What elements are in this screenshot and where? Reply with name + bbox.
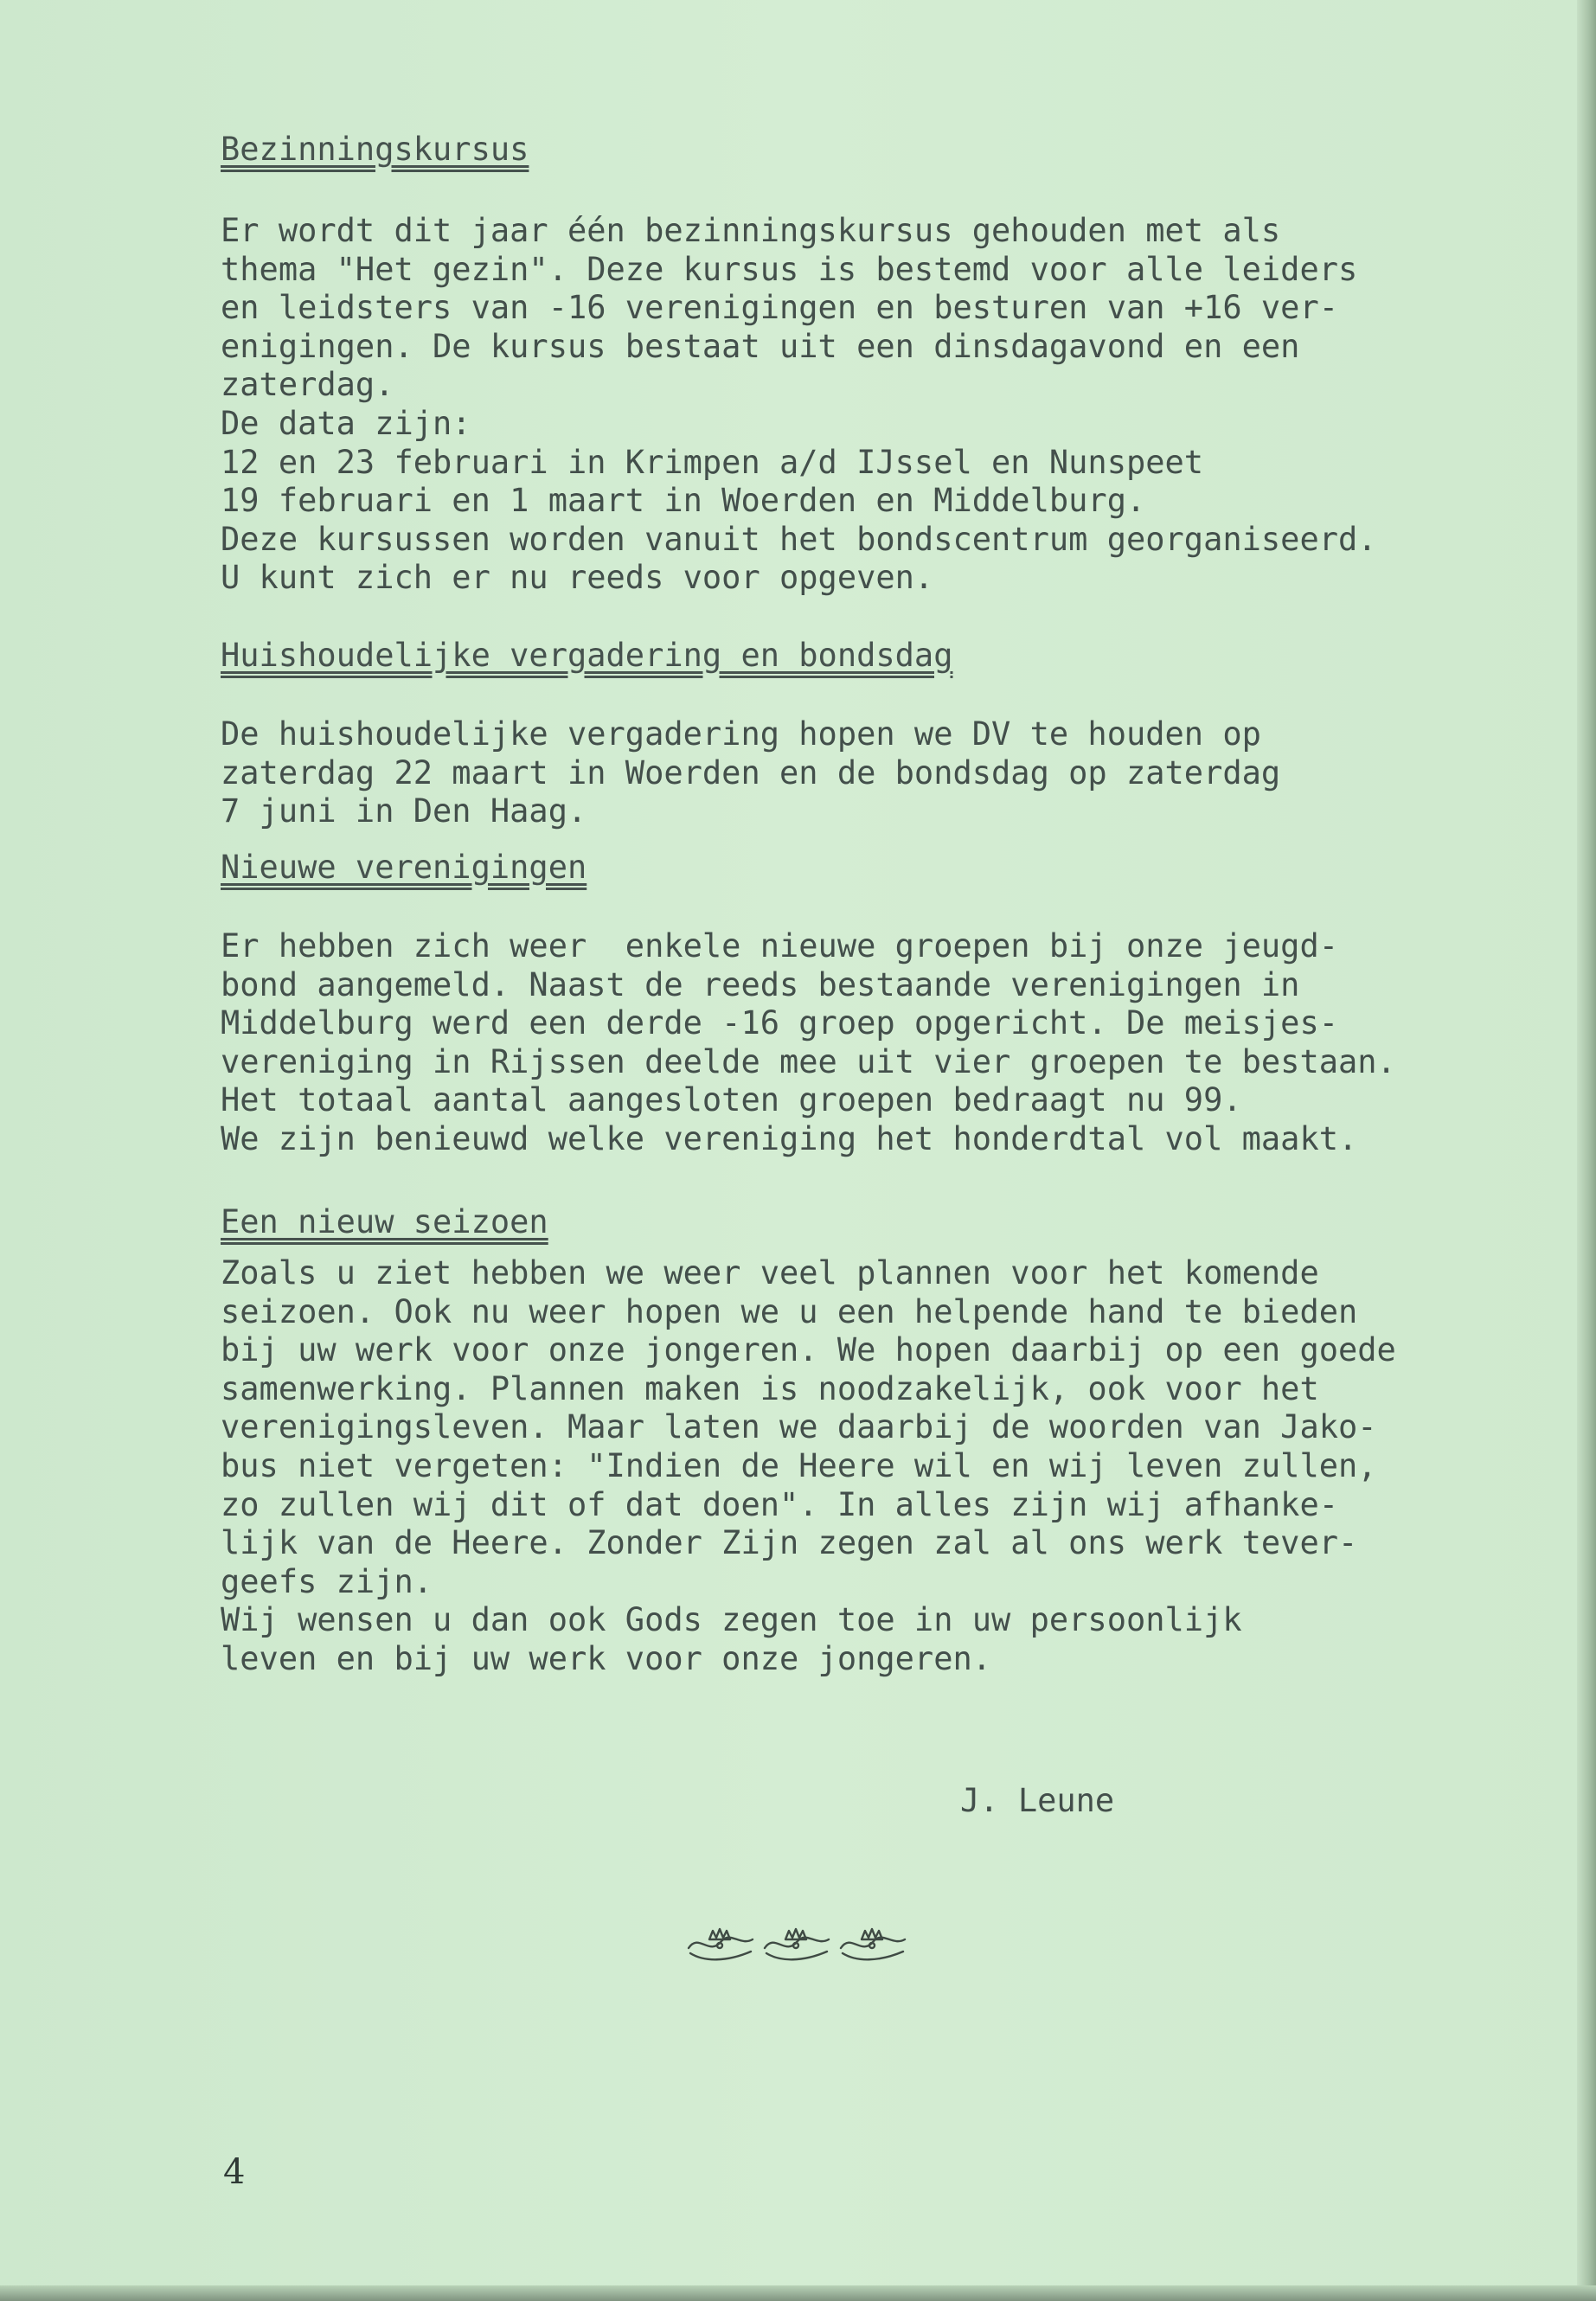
text-line: zo zullen wij dit of dat doen". In alles zijn wij afhanke- [221,1485,1339,1523]
text-line: 12 en 23 februari in Krimpen a/d IJssel en Nunspeet [221,443,1204,481]
section-body-nieuwe-verenigingen [221,927,1396,1159]
text-line: leven en bij uw werk voor onze jongeren. [221,1639,992,1677]
signature: J. Leune [960,1782,1115,1819]
decorative-crown-ornament-icon [683,1922,913,1965]
text-line: Het totaal aantal aangesloten groepen bedraagt nu 99. [221,1081,1242,1119]
page-edge-right [1577,0,1596,2301]
section-body-huishoudelijke-vergadering [221,715,1280,831]
text-line: enigingen. De kursus bestaat uit een dinsdagavond en een [221,327,1300,365]
text-line: Er hebben zich weer enkele nieuwe groepen bij onze jeugd- [221,927,1339,965]
text-line: Wij wensen u dan ook Gods zegen toe in uw persoonlijk [221,1601,1242,1639]
section-heading-bezinningskursus: Bezinningskursus [221,131,529,168]
text-line: 19 februari en 1 maart in Woerden en Middelburg. [221,482,1146,520]
text-line: en leidsters van -16 verenigingen en besturen van +16 ver- [221,289,1339,327]
text-line: 7 juni in Den Haag. [221,792,587,830]
text-line: vereniging in Rijssen deelde mee uit vier groepen te bestaan. [221,1042,1396,1080]
text-line: zaterdag. [221,366,394,404]
text-line: Zoals u ziet hebben we weer veel plannen voor het komende [221,1254,1319,1292]
section-heading-een-nieuw-seizoen: Een nieuw seizoen [221,1203,548,1240]
text-line: zaterdag 22 maart in Woerden en de bondsdag op zaterdag [221,753,1281,792]
text-line: De huishoudelijke vergadering hopen we DV te houden op [221,715,1261,753]
text-line: geefs zijn. [221,1562,433,1600]
text-line: U kunt zich er nu reeds voor opgeven. [221,559,934,597]
text-line: We zijn benieuwd welke vereniging het honderdtal vol maakt. [221,1119,1358,1157]
text-line: Er wordt dit jaar één bezinningskursus gehouden met als [221,212,1281,249]
text-line: samenwerking. Plannen maken is noodzakelijk, ook voor het [221,1369,1319,1407]
section-body-een-nieuw-seizoen [221,1254,1396,1679]
section-heading-nieuwe-verenigingen: Nieuwe verenigingen [221,849,587,886]
text-line: Middelburg werd een derde -16 groep opgericht. De meisjes- [221,1004,1339,1042]
text-line: bond aangemeld. Naast de reeds bestaande verenigingen in [221,965,1300,1003]
text-line: De data zijn: [221,404,471,442]
text-line: lijk van de Heere. Zonder Zijn zegen zal al ons werk tever- [221,1524,1358,1562]
text-line: verenigingsleven. Maar laten we daarbij de woorden van Jako- [221,1408,1377,1446]
page-number: 4 [223,2152,246,2192]
section-body-bezinningskursus [221,212,1377,598]
text-line: thema "Het gezin". Deze kursus is bestemd voor alle leiders [221,250,1358,288]
text-line: bij uw werk voor onze jongeren. We hopen daarbij op een goede [221,1331,1396,1369]
text-line: seizoen. Ook nu weer hopen we u een helpende hand te bieden [221,1292,1358,1330]
text-line: Deze kursussen worden vanuit het bondscentrum georganiseerd. [221,520,1377,558]
text-line: bus niet vergeten: "Indien de Heere wil en wij leven zullen, [221,1446,1377,1484]
section-heading-huishoudelijke-vergadering: Huishoudelijke vergadering en bondsdag [221,637,953,674]
page-edge-bottom [0,2285,1596,2301]
